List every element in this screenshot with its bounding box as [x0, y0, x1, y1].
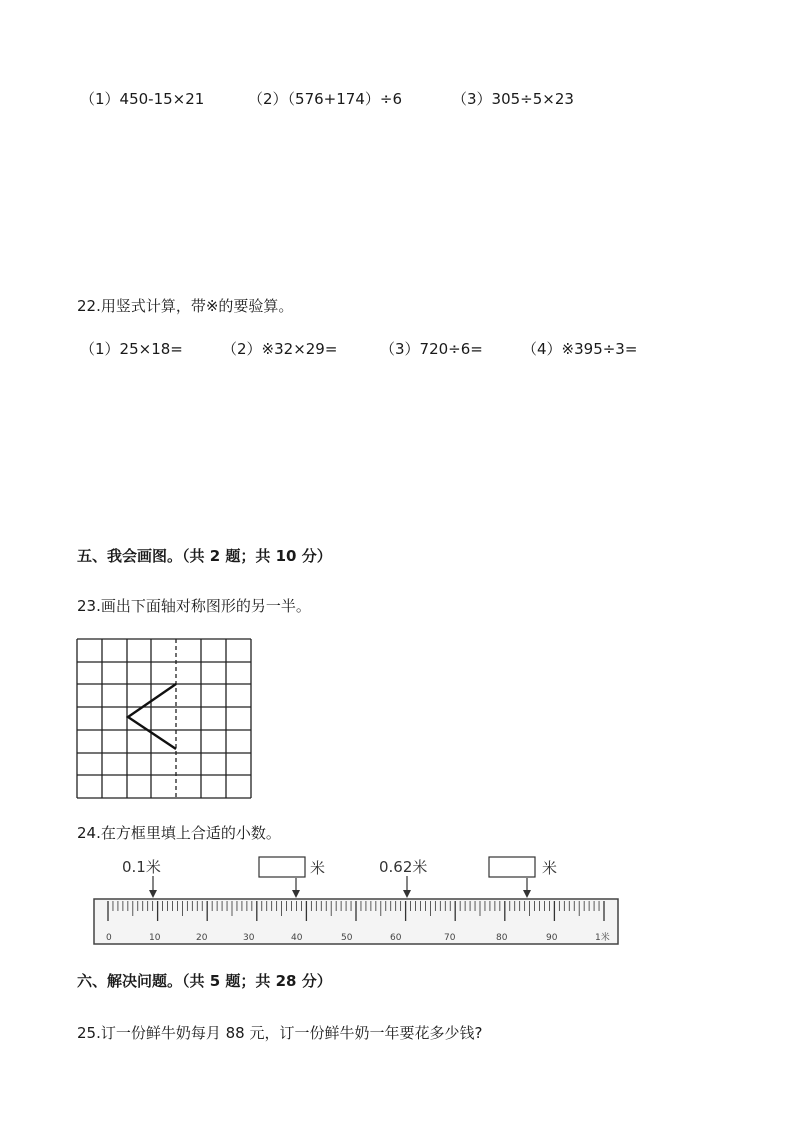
q22-item-4: （4）※395÷3=	[522, 340, 638, 358]
unit-label-2: 米	[542, 859, 558, 877]
tick-label: 90	[546, 933, 558, 943]
q23-title: 23.画出下面轴对称图形的另一半。	[77, 597, 311, 615]
tick-label: 80	[496, 933, 508, 943]
section6-title: 六、解决问题。（共 5 题；共 28 分）	[77, 972, 332, 990]
q22-title: 22.用竖式计算，带※的要验算。	[77, 297, 294, 315]
label-0-62m: 0.62米	[379, 858, 428, 876]
half-shape	[128, 684, 176, 749]
tick-label: 10	[149, 933, 161, 943]
tick-label: 40	[291, 933, 303, 943]
unit-label-1: 米	[310, 859, 326, 877]
tick-label: 70	[444, 933, 456, 943]
problem-1: （1）450-15×21	[80, 90, 205, 108]
label-0-1m: 0.1米	[122, 858, 161, 876]
problem-3: （3）305÷5×23	[452, 90, 574, 108]
tick-label: 0	[106, 933, 112, 943]
tick-label: 20	[196, 933, 208, 943]
arrow-icon	[149, 890, 157, 898]
tick-label: 60	[390, 933, 402, 943]
problem-2: （2）（576+174）÷6	[248, 90, 402, 108]
grid-lines	[77, 639, 251, 798]
section5-title: 五、我会画图。（共 2 题；共 10 分）	[77, 547, 332, 565]
tick-label: 50	[341, 933, 353, 943]
q22-item-1: （1）25×18=	[80, 340, 183, 358]
q25-title: 25.订一份鲜牛奶每月 88 元，订一份鲜牛奶一年要花多少钱?	[77, 1024, 483, 1042]
symmetry-grid-figure	[76, 637, 256, 801]
arrow-icon	[523, 890, 531, 898]
arrow-icon	[292, 890, 300, 898]
tick-label: 30	[243, 933, 255, 943]
arrow-icon	[403, 890, 411, 898]
answer-box-1[interactable]	[259, 857, 305, 877]
tick-label: 1米	[595, 933, 610, 943]
q22-item-3: （3）720÷6=	[380, 340, 483, 358]
q24-title: 24.在方框里填上合适的小数。	[77, 824, 281, 842]
ruler-figure	[92, 852, 622, 948]
q22-item-2: （2）※32×29=	[222, 340, 338, 358]
answer-box-2[interactable]	[489, 857, 535, 877]
